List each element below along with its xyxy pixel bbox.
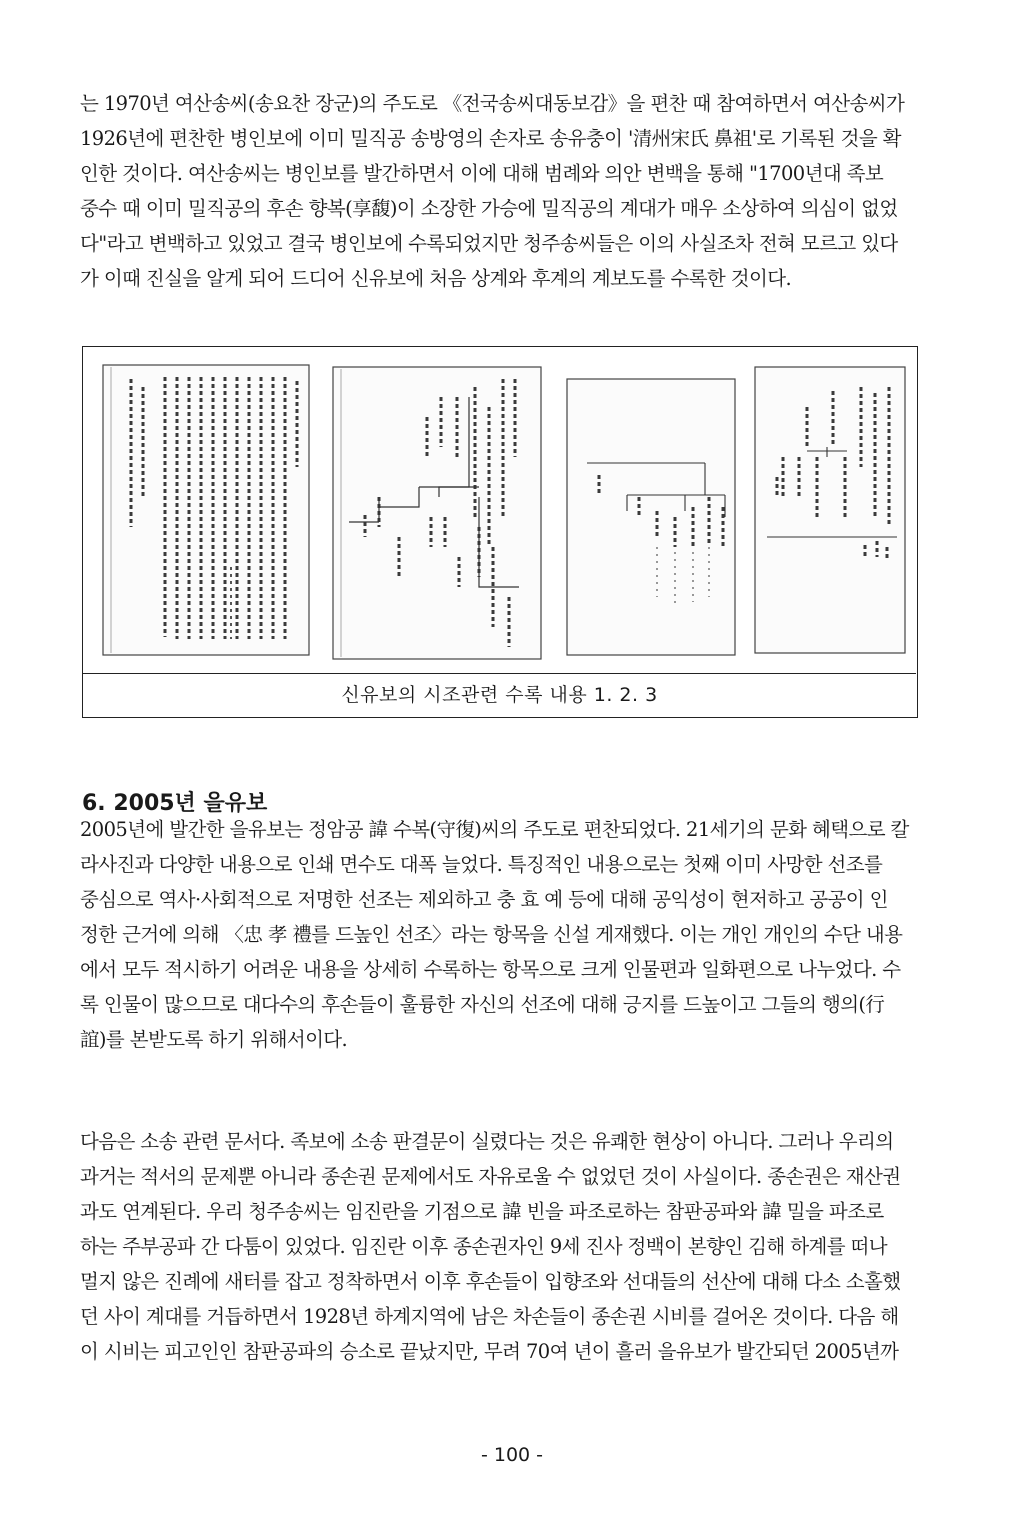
scan-images-row [83, 347, 916, 674]
text-line: 던 사이 계대를 거듭하면서 1928년 하계지역에 남은 차손들이 종손권 시비를 걸어온 것이다. 다음 해 [80, 1305, 899, 1328]
paragraph-3 [80, 1124, 960, 1369]
text-line: 에서 모두 적시하기 어려운 내용을 상세히 수록하는 항목으로 크게 인물편과 일화편으로 나누었다. 수 [80, 958, 901, 981]
genealogy-scan-4 [747, 347, 913, 673]
genealogy-scan-1 [91, 347, 323, 673]
text-line: 라사진과 다양한 내용으로 인쇄 면수도 대폭 늘었다. 특징적인 내용으로는 첫째 이미 사망한 선조를 [80, 853, 883, 876]
genealogy-scan-3 [557, 347, 741, 673]
paragraph-2 [80, 812, 960, 1057]
text-line: 다음은 소송 관련 문서다. 족보에 소송 판결문이 실렸다는 것은 유쾌한 현상이 아니다. 그러나 우리의 [80, 1130, 894, 1153]
figure-caption: 신유보의 시조관련 수록 내용 1. 2. 3 [341, 684, 658, 706]
genealogy-scan-2 [319, 347, 555, 673]
text-line: 멀지 않은 진례에 새터를 잡고 정착하면서 이후 후손들이 입향조와 선대들의 선산에 대해 다소 소홀했 [80, 1270, 901, 1293]
text-line: 다"라고 변백하고 있었고 결국 병인보에 수록되었지만 청주송씨들은 이의 사실조차 전혀 모르고 있다 [80, 232, 898, 255]
text-line: 과도 연계된다. 우리 청주송씨는 임진란을 기점으로 諱 빈을 파조로하는 참판공파와 諱 밀을 파조로 [80, 1200, 884, 1223]
paragraph-1 [80, 86, 960, 296]
text-line: 중심으로 역사·사회적으로 저명한 선조는 제외하고 충 효 예 등에 대해 공익성이 현저하고 공공이 인 [80, 888, 888, 911]
text-line: 는 1970년 여산송씨(송요찬 장군)의 주도로 《전국송씨대동보감》을 편찬 때 참여하면서 여산송씨가 [80, 92, 905, 115]
section-heading: 6. 2005년 을유보 [82, 791, 268, 816]
text-line: 중수 때 이미 밀직공의 후손 향복(享馥)이 소장한 가승에 밀직공의 계대가 매우 소상하여 의심이 없었 [80, 197, 898, 220]
text-line: 2005년에 발간한 을유보는 정암공 諱 수복(守復)씨의 주도로 편찬되었다. 21세기의 문화 혜택으로 칼 [80, 818, 909, 841]
text-line: 誼)를 본받도록 하기 위해서이다. [80, 1028, 348, 1051]
text-line: 이 시비는 피고인인 참판공파의 승소로 끝났지만, 무려 70여 년이 흘러 을유보가 발간되던 2005년까 [80, 1340, 899, 1363]
text-line: 정한 근거에 의해 〈忠 孝 禮를 드높인 선조〉라는 항목을 신설 게재했다. 이는 개인 개인의 수단 내용 [80, 923, 903, 946]
text-line: 과거는 적서의 문제뿐 아니라 종손권 문제에서도 자유로울 수 없었던 것이 사실이다. 종손권은 재산권 [80, 1165, 901, 1188]
text-line: 인한 것이다. 여산송씨는 병인보를 발간하면서 이에 대해 범례와 의안 변백을 통해 "1700년대 족보 [80, 162, 884, 185]
genealogy-figure [82, 346, 918, 718]
text-line: 1926년에 편찬한 병인보에 이미 밀직공 송방영의 손자로 송유충이 '清州宋氏 鼻祖'로 기록된 것을 확 [80, 127, 901, 150]
page-number: - 100 - [480, 1444, 544, 1466]
text-line: 가 이때 진실을 알게 되어 드디어 신유보에 처음 상계와 후계의 계보도를 수록한 것이다. [80, 267, 792, 290]
text-line: 록 인물이 많으므로 대다수의 후손들이 훌륭한 자신의 선조에 대해 긍지를 드높이고 그들의 행의(行 [80, 993, 885, 1016]
text-line: 하는 주부공파 간 다툼이 있었다. 임진란 이후 종손권자인 9세 진사 정백이 본향인 김해 하계를 떠나 [80, 1235, 888, 1258]
